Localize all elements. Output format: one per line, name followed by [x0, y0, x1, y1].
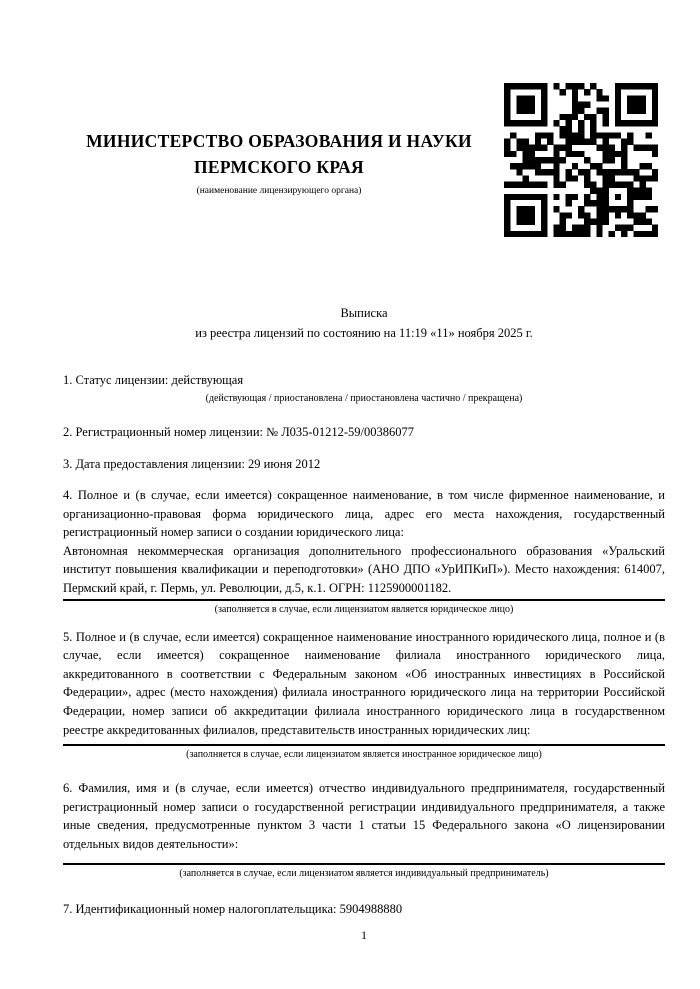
doc-title-line1: Выписка [340, 306, 388, 320]
section-foreign-entity [63, 628, 665, 762]
legal-entity-label: 4. Полное и (в случае, если имеется) сокращенное наименование, в том числе фирменное наименование, и организационно-правовая форма юридического лица, адрес его места нахождения, государственный регистрационный номер записи о создании юридического лица: [63, 488, 665, 540]
ministry-caption: (наименование лицензирующего органа) [196, 186, 362, 196]
ministry-name-line1: МИНИСТЕРСТВО ОБРАЗОВАНИЯ И НАУКИ [86, 131, 472, 151]
registration-number-text: 2. Регистрационный номер лицензии: № Л035-01212-59/00386077 [63, 425, 414, 439]
license-status-options-caption: (действующая / приостановлена / приостановлена частично / прекращена) [205, 393, 523, 404]
individual-entrepreneur-caption: (заполняется в случае, если лицензиатом является индивидуальный предприниматель) [179, 867, 549, 879]
section-license-status [63, 371, 665, 405]
section-individual-entrepreneur [63, 779, 665, 879]
document-body [63, 303, 665, 919]
legal-entity-caption: (заполняется в случае, если лицензиатом является юридическое лицо) [214, 603, 514, 615]
doc-title [63, 303, 665, 343]
foreign-entity-caption: (заполняется в случае, если лицензиатом является иностранное юридическое лицо) [186, 749, 542, 761]
ministry-name-line2: ПЕРМСКОГО КРАЯ [194, 157, 364, 177]
legal-entity-value: Автономная некоммерческая организация дополнительного профессионального образования «Уральский институт повышения квалификации и переподготовки» (АНО ДПО «УрИПКиП»). Место нахождения: 614007, Пермский край, г. Пермь, ул. Революции, д.5, к.1. ОГРН: 1125900001182. [63, 543, 665, 595]
foreign-entity-label: 5. Полное и (в случае, если имеется) сокращенное наименование иностранного юридического лица, полное и (в случае, если имеется) сокращенное наименование филиала иностранного юридического лица, аккредитованного в соответствии с Федеральным законом «Об иностранных инвестициях в Российской Федерации», адрес (место нахождения) филиала иностранного юридического лица на территории Российской Федерации, номер записи об аккредитации филиала иностранного юридического лица в государственном реестре аккредитованных филиалов, представительств иностранных юридических лиц: [63, 629, 665, 737]
section-legal-entity [63, 486, 665, 616]
doc-title-line2: из реестра лицензий по состоянию на 11:19 «11» ноября 2025 г. [195, 326, 533, 340]
individual-entrepreneur-label: 6. Фамилия, имя и (в случае, если имеется) отчество индивидуального предпринимателя, государственный регистрационный номер записи о государственной регистрации индивидуального предпринимателя, а также иные сведения, предусмотренные пунктом 3 части 1 статьи 15 Федерального закона «О лицензировании отдельных видов деятельности»: [63, 781, 665, 851]
section-registration-number [63, 423, 665, 442]
license-status-text: 1. Статус лицензии: действующая [63, 373, 244, 387]
qr-code-icon [504, 83, 658, 237]
section-grant-date [63, 455, 665, 474]
ministry-header [40, 128, 518, 197]
fill-line [63, 863, 665, 865]
grant-date-text: 3. Дата предоставления лицензии: 29 июня 2012 [63, 457, 321, 471]
fill-line [63, 744, 665, 746]
section-taxpayer-number [63, 900, 665, 919]
fill-line [63, 599, 665, 601]
page-number: 1 [361, 928, 367, 942]
taxpayer-number-text: 7. Идентификационный номер налогоплательщика: 5904988880 [63, 901, 403, 916]
